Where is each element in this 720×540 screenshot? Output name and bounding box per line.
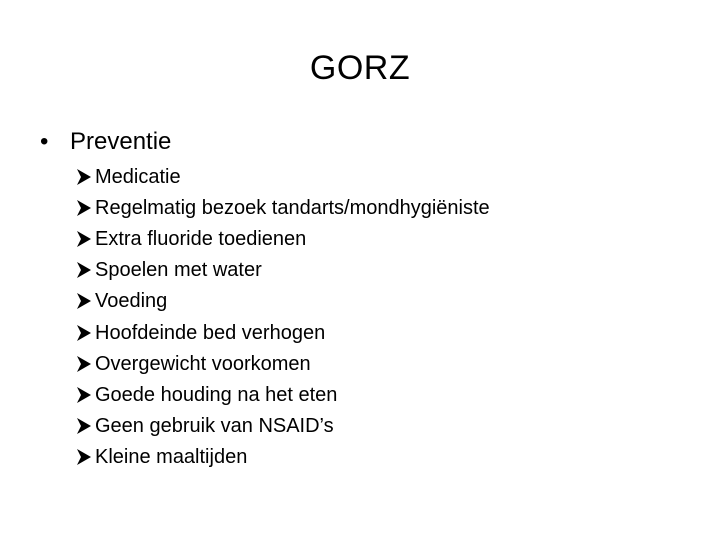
arrow-bullet-icon [76, 167, 92, 187]
list-item-label: Hoofdeinde bed verhogen [95, 321, 326, 344]
list-item [76, 223, 490, 254]
list-item-label: Voeding [95, 290, 168, 313]
list-item [76, 255, 490, 286]
sub-bullet-list [76, 161, 490, 473]
list-item-label: Geen gebruik van NSAID’s [95, 415, 334, 438]
arrow-bullet-icon [76, 260, 92, 280]
bullet-preventie [40, 124, 171, 160]
list-item-label: Medicatie [95, 165, 181, 188]
list-item-label: Overgewicht voorkomen [95, 352, 311, 375]
list-item [76, 192, 490, 223]
list-item-label: Extra fluoride toedienen [95, 227, 307, 250]
arrow-bullet-icon [76, 323, 92, 343]
list-item [76, 411, 490, 442]
list-item [76, 317, 490, 348]
bullet-label: Preventie [70, 128, 172, 155]
list-item [76, 286, 490, 317]
list-item [76, 442, 490, 473]
list-item-label: Kleine maaltijden [95, 446, 248, 469]
arrow-bullet-icon [76, 198, 92, 218]
arrow-bullet-icon [76, 447, 92, 467]
list-item-label: Goede houding na het eten [95, 383, 338, 406]
slide-title: GORZ [309, 49, 411, 87]
arrow-bullet-icon [76, 291, 92, 311]
arrow-bullet-icon [76, 385, 92, 405]
bullet-dot-icon: • [40, 128, 49, 155]
list-item [76, 161, 490, 192]
list-item-label: Regelmatig bezoek tandarts/mondhygiëniste [95, 196, 490, 219]
list-item [76, 379, 490, 410]
list-item-label: Spoelen met water [95, 259, 262, 282]
arrow-bullet-icon [76, 354, 92, 374]
list-item [76, 348, 490, 379]
arrow-bullet-icon [76, 416, 92, 436]
arrow-bullet-icon [76, 229, 92, 249]
